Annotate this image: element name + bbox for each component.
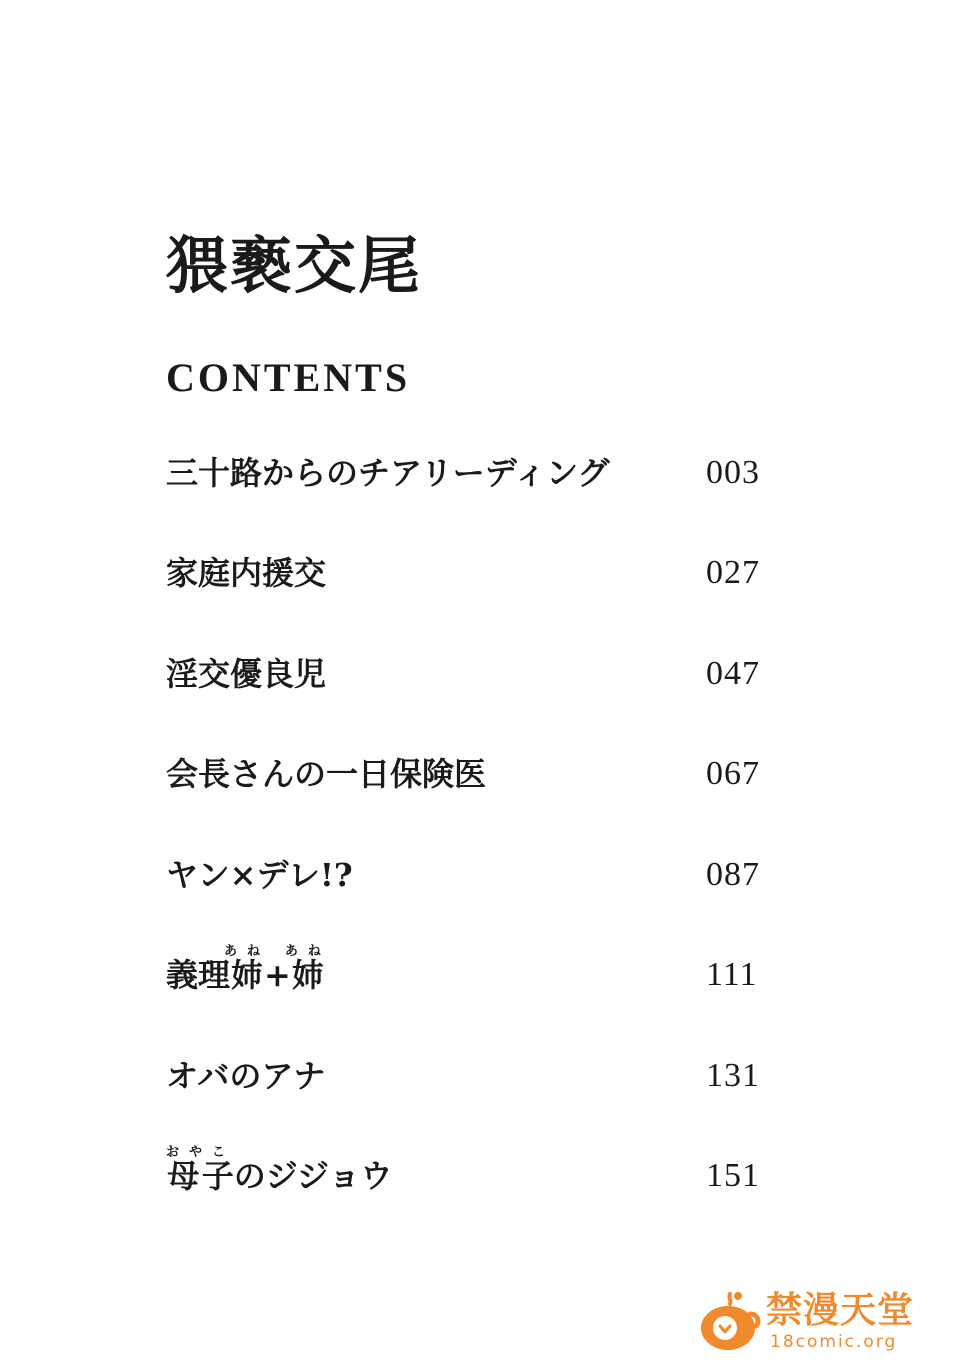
furigana: あね xyxy=(284,944,331,959)
furigana: あね xyxy=(224,944,271,959)
contents-heading: CONTENTS xyxy=(166,355,411,400)
toc-title-part: 姉 xyxy=(284,956,331,994)
watermark-url: 18comic.org xyxy=(770,1332,898,1352)
ruby-text xyxy=(166,1145,236,1195)
toc-title-part: のジジョウ xyxy=(233,1157,393,1195)
toc-entry-title: オバのアナ xyxy=(166,1056,326,1095)
toc-entry-page: 151 xyxy=(706,1157,760,1194)
toc-entry-page: 027 xyxy=(706,554,760,591)
furigana: おやこ xyxy=(166,1145,236,1160)
toc-entry-title: ヤン×デレ!? xyxy=(166,855,353,894)
toc-entry xyxy=(166,742,786,843)
watermark-logo xyxy=(698,1284,928,1358)
mascot-icon xyxy=(698,1290,762,1352)
toc-entry-title: 三十路からのチアリーディング xyxy=(166,453,610,492)
toc-entry xyxy=(166,541,786,642)
toc-entry xyxy=(166,842,786,943)
toc-entry-title: 淫交優良児 xyxy=(166,654,327,693)
toc-entry xyxy=(166,440,786,541)
toc-entry-title xyxy=(166,1145,392,1196)
toc-entry-page: 047 xyxy=(706,654,760,692)
toc-title-part: 義理 xyxy=(166,956,231,994)
toc-entry xyxy=(166,641,786,742)
toc-entry-title: 家庭内援交 xyxy=(166,554,327,592)
toc-entry xyxy=(166,943,786,1044)
table-of-contents xyxy=(166,440,786,1244)
toc-title-part: 母子 xyxy=(166,1157,236,1195)
toc-entry-page: 111 xyxy=(706,956,758,993)
toc-entry-title: 会長さんの一日保険医 xyxy=(166,755,487,793)
toc-entry-page: 003 xyxy=(706,453,760,491)
toc-title-part: + xyxy=(264,956,291,994)
toc-entry-title xyxy=(166,944,331,995)
toc-entry xyxy=(166,1043,786,1144)
toc-entry-page: 067 xyxy=(706,755,760,792)
toc-title-part: 姉 xyxy=(224,956,271,994)
ruby-text xyxy=(284,944,331,994)
toc-entry-page: 087 xyxy=(706,855,760,893)
ruby-text xyxy=(224,944,271,994)
book-title: 猥褻交尾 xyxy=(166,229,423,302)
toc-entry xyxy=(166,1144,786,1245)
toc-entry-page: 131 xyxy=(706,1056,760,1094)
watermark-brand: 禁漫天堂 xyxy=(766,1290,915,1331)
